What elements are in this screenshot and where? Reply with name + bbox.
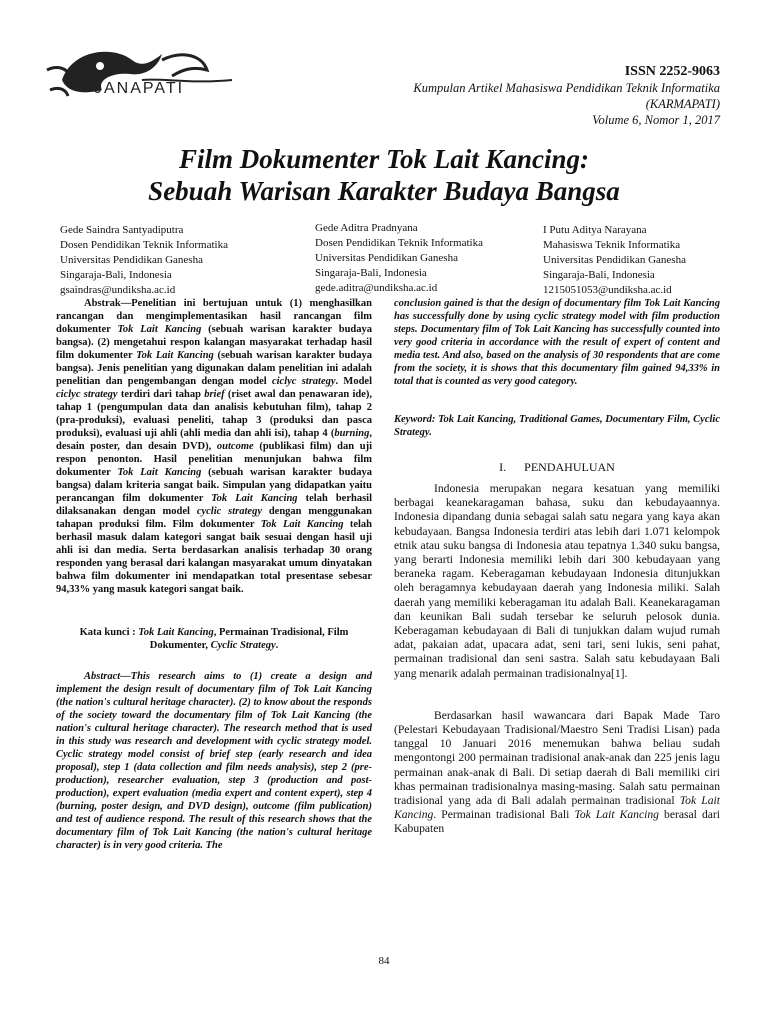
author-1 xyxy=(60,223,228,298)
journal-name: Kumpulan Artikel Mahasiswa Pendidikan Teknik Informatika xyxy=(413,81,720,95)
title-line-2: Sebuah Warisan Karakter Budaya Bangsa xyxy=(148,176,620,206)
author-name: I Putu Aditya Narayana xyxy=(543,224,647,236)
logo-text: JANAPATI xyxy=(94,80,185,97)
author-city: Singaraja-Bali, Indonesia xyxy=(543,269,655,281)
abstract-english: Abstract—This research aims to (1) create a design and implement the design result of documentary film of Tok Lait Kancing (the nation's cultural heritage character). (2) to know about the responds of the society toward the documentary film of Tok Lait Kancing (the nation's cultural heritage character). The research method that is used in this study was research and development with cyclic strategy model. Cyclic strategy model consist of brief step (early research and idea proposal), step 1 (data collection and film needs analysis), step 2 (pre-production), researcher evaluation, step 3 (production and post-production), expert evaluation (media expert and content expert), step 4 (burning, poster design, and DVD design), outcome (film publication) and test of audience respond. The result of this research shows that the documentary film of Tok Lait Kancing (the nation's cultural heritage character) is in very good criteria. The xyxy=(56,671,372,851)
author-2 xyxy=(315,221,483,296)
abstract-english-continued: conclusion gained is that the design of documentary film Tok Lait Kancing has successfully done by using cyclic strategy model with film production steps. Documentary film of Tok Lait Kancing has successfully counted into very good criteria in accordance with the result of expert of content and media test. And also, based on the analysis of 30 respondents that are come from the society, it is shows that this documentary film gained 94,33% in total that is counted as very good category. xyxy=(394,298,720,387)
author-email: gede.aditra@undiksha.ac.id xyxy=(315,282,438,294)
author-role: Mahasiswa Teknik Informatika xyxy=(543,239,681,251)
author-uni: Universitas Pendidikan Ganesha xyxy=(543,254,686,266)
kata-kunci: Kata kunci : Tok Lait Kancing, Permainan Tradisional, Film Dokumenter, Cyclic Strategy. xyxy=(79,627,349,651)
title-line-1: Film Dokumenter Tok Lait Kancing: xyxy=(178,144,590,174)
section-heading xyxy=(394,461,720,474)
author-city: Singaraja-Bali, Indonesia xyxy=(315,267,427,279)
journal-abbrev: (KARMAPATI) xyxy=(645,97,720,111)
page-number: 84 xyxy=(378,955,390,967)
author-uni: Universitas Pendidikan Ganesha xyxy=(60,254,203,266)
intro-paragraph-2: Berdasarkan hasil wawancara dari Bapak Made Taro (Pelestari Kebudayaan Tradisional/Maestro Seni Tradisi Lisan) pada tanggal 10 Januari 2016 menemukan bahwa beliau sudah mengontongi 200 permainan tradisional anak-anak dan 225 jenis lagu permainan anak-anak di Bali. Di setiap daerah di Bali memiliki ciri khas permainan tradisionalnya masing-masing. Salah satu permainan tradisional yang ada di Bali adalah permainan tradisional Tok Lait Kancing. Permainan tradisional Bali Tok Lait Kancing berasal dari Kabupaten xyxy=(394,708,720,836)
left-column xyxy=(56,297,372,852)
journal-volume: Volume 6, Nomor 1, 2017 xyxy=(592,113,720,127)
journal-info xyxy=(300,80,720,128)
author-name: Gede Aditra Pradnyana xyxy=(315,222,418,234)
author-email: 1215051053@undiksha.ac.id xyxy=(543,284,672,296)
author-city: Singaraja-Bali, Indonesia xyxy=(60,269,172,281)
author-email: gsaindras@undiksha.ac.id xyxy=(60,284,176,296)
author-3 xyxy=(543,223,686,298)
author-role: Dosen Pendidikan Teknik Informatika xyxy=(315,237,483,249)
intro-paragraph-1: Indonesia merupakan negara kesatuan yang memiliki berbagai keanekaragaman bahasa, suku dan kebudayaannya. Indonesia dipandang dunia sebagai salah satu negara yang kaya akan kebudayaan. Bangsa Indonesia terdiri atas lebih dari 1.071 kelompok etnik atau suku bangsa di Indonesia atau tepatnya 1.340 suku bangsa, yang berarti Indonesia memiliki lebih dari 300 kebudayaan yang beraneka ragam. Keberagaman kebudayaan Indonesia ditunjukkan oleh beragamnya kebudayaan daerah yang Indonesia miliki. Salah daerah yang memiliki keberagaman itu adalah Bali. Keanekaragaman dan keunikan Bali sudah tersebar ke seluruh pelosok dunia. Keberagaman kebudayaan di Bali di tunjukkan dalam wujud rumah adat, pakaian adat, upacara adat, seni tari, seni lukis, seni pahat, permainan tradisional dan seni sastra. Salah satu kebudayaan Bali yang menarik adalah permainan tradisionalnya[1]. xyxy=(394,482,720,680)
paper-title xyxy=(0,143,768,207)
right-column xyxy=(394,297,720,837)
section-title: PENDAHULUAN xyxy=(524,460,615,474)
keywords-english: Keyword: Tok Lait Kancing, Traditional Games, Documentary Film, Cyclic Strategy. xyxy=(394,414,720,438)
abstrak-paragraph: Abstrak—Penelitian ini bertujuan untuk (1) menghasilkan rancangan dan mengimplementasikan hasil rancangan film dokumenter Tok Lait Kancing (sebuah warisan karakter budaya bangsa). (2) mengetahui respon kalangan masyarakat terhadap hasil film dokumenter Tok Lait Kancing (sebuah warisan karakter budaya bangsa). Jenis penelitian yang digunakan dalam penelitian ini adalah penelitian dan pengembangan dengan model ciclyc strategy. Model ciclyc strategy terdiri dari tahap brief (riset awal dan penawaran ide), tahap 1 (pengumpulan data dan analisis kebutuhan film), tahap 2 (pra-produksi), evaluasi peneliti, tahap 3 (produksi dan pasca produksi), evaluasi uji ahli (ahli media dan ahli isi), tahap 4 (burning, desain poster, dan desain DVD), outcome (publikasi film) dan uji respon penonton. Hasil penelitian menunjukan bahwa film dokumenter Tok Lait Kancing (sebuah warisan karakter budaya bangsa) dalam kriteria sangat baik. Simpulan yang didapatkan yaitu perancangan film dokumenter Tok Lait Kancing telah berhasil dilaksanakan dengan model cyclic strategy dengan menggunakan tahapan produksi film. Film dokumenter Tok Lait Kancing telah berhasil masuk dalam kategori sangat baik sesuai dengan hasil uji ahli isi dan media. Serta berdasarkan analisis terhadap 30 orang responden yang berasal dari kalangan masyarakat umum dinyatakan bahwa film dokumenter ini mendapatkan total presentase sebesar 94,33% yang masuk kategori sangat baik. xyxy=(56,298,373,595)
issn: ISSN 2252-9063 xyxy=(624,64,720,79)
author-name: Gede Saindra Santyadiputra xyxy=(60,224,184,236)
journal-logo xyxy=(42,40,242,114)
janapati-logo-graphic xyxy=(42,40,242,114)
section-number: I. xyxy=(499,460,507,474)
author-uni: Universitas Pendidikan Ganesha xyxy=(315,252,458,264)
author-role: Dosen Pendidikan Teknik Informatika xyxy=(60,239,228,251)
